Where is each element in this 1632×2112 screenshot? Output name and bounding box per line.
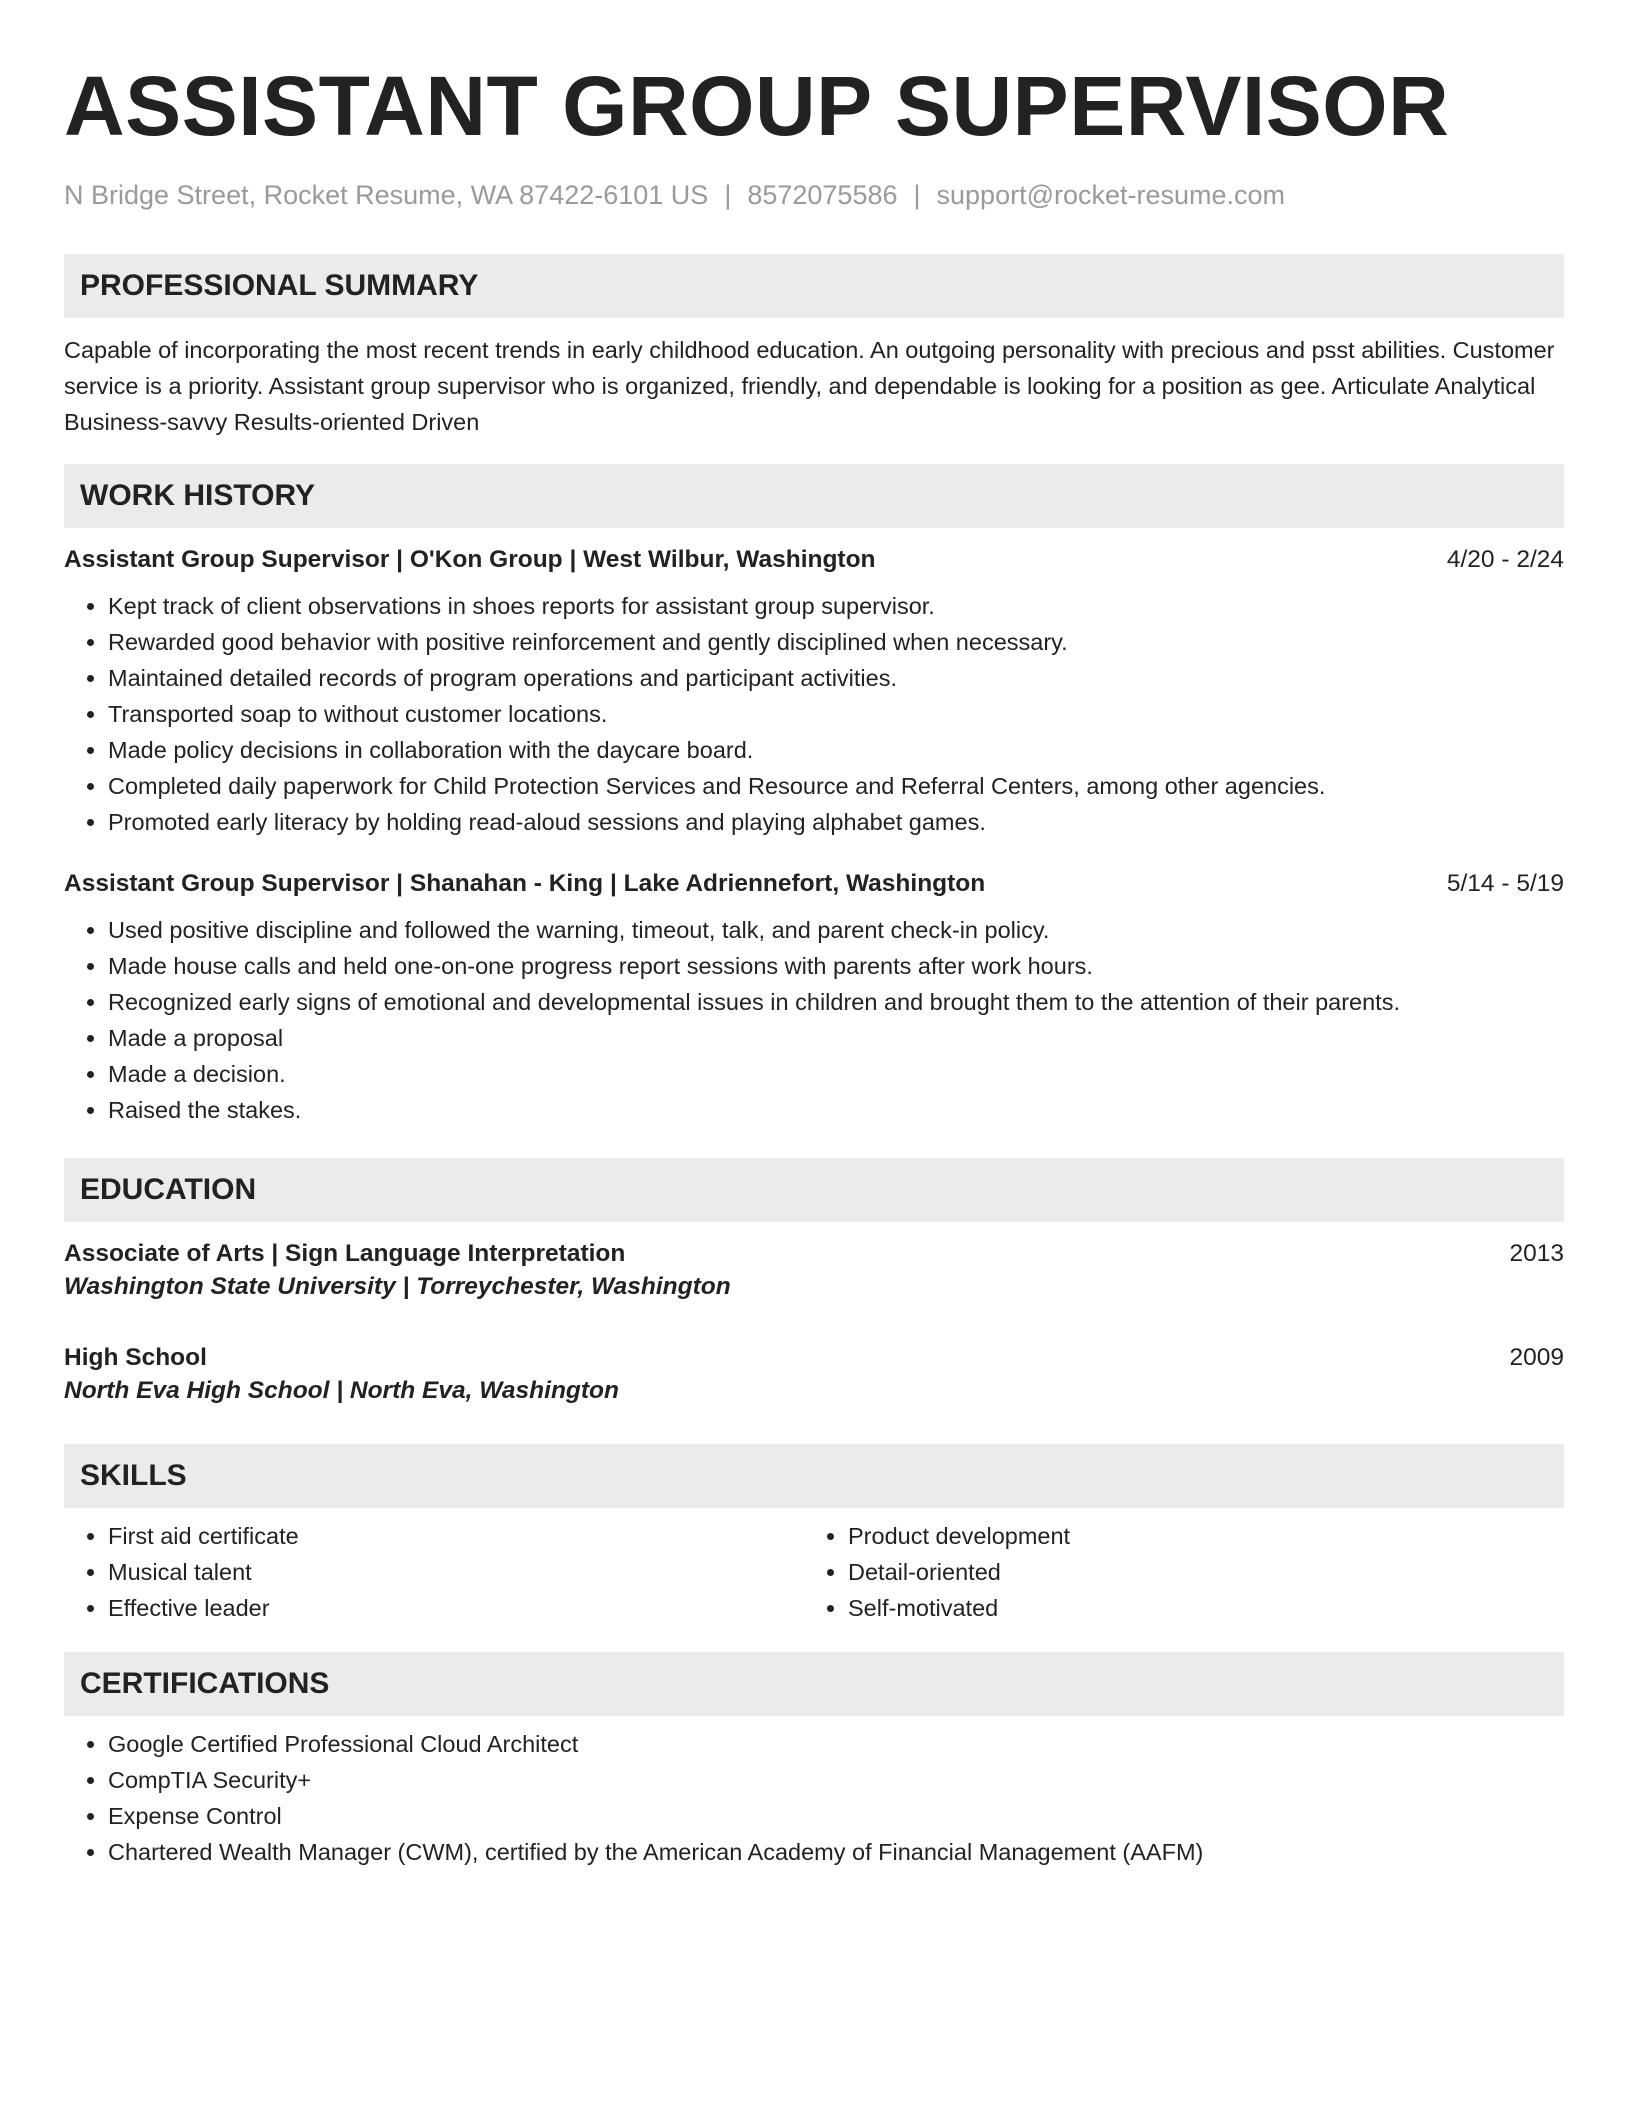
contact-separator: | [913,180,921,210]
skills-column-left [64,1518,804,1626]
contact-line [64,178,1564,212]
resume-name: ASSISTANT GROUP SUPERVISOR [64,59,1450,153]
job-bullet: • Made house calls and held one-on-one progress report sessions with parents after work hours. [108,948,1564,984]
job-bullet: • Kept track of client observations in shoes reports for assistant group supervisor. [108,588,1564,624]
contact-email: support@rocket-resume.com [936,180,1286,210]
job-bullets [64,912,1564,1128]
education-entry [64,1238,1564,1304]
skill-item: • Product development [848,1518,1544,1554]
skills-section-title: SKILLS [80,1459,187,1492]
job-dates: 5/14 - 5/19 [1446,870,1564,897]
education-school: Washington State University | Torreychester, Washington [64,1273,731,1300]
skills-column-right [804,1518,1544,1626]
skill-item: • Detail-oriented [848,1554,1544,1590]
certifications-list [64,1726,1564,1870]
skill-item: • Musical talent [108,1554,804,1590]
certification-item: • Expense Control [108,1798,1564,1834]
education-header [64,1342,1564,1374]
job-bullet: • Made a decision. [108,1056,1564,1092]
certifications-section-title: CERTIFICATIONS [80,1667,330,1700]
education-entry [64,1342,1564,1408]
skill-item: • Self-motivated [848,1590,1544,1626]
education-section-title: EDUCATION [80,1173,257,1206]
job-entry [64,868,1564,1128]
skills-grid [64,1518,1564,1626]
summary-section-title: PROFESSIONAL SUMMARY [80,269,479,302]
work-section-header [64,464,1564,528]
job-bullet: • Made a proposal [108,1020,1564,1056]
job-bullets [64,588,1564,840]
contact-address: N Bridge Street, Rocket Resume, WA 87422-6101 US [64,180,709,210]
contact-phone: 8572075586 [747,180,898,210]
education-year: 2009 [1509,1344,1564,1371]
job-bullet: • Used positive discipline and followed the warning, timeout, talk, and parent check-in policy. [108,912,1564,948]
education-header [64,1238,1564,1270]
summary-text: Capable of incorporating the most recent trends in early childhood education. An outgoing personality with precious and psst abilities. Customer service is a priority. Assistant group supervisor who is organized, friendly, and dependable is looking for a position as gee. Articulate Analytical Business-savvy Results-oriented Driven [64,337,1555,435]
skills-section-header [64,1444,1564,1508]
work-section-title: WORK HISTORY [80,479,316,512]
certification-item: • CompTIA Security+ [108,1762,1564,1798]
education-degree: Associate of Arts | Sign Language Interpretation [64,1240,626,1267]
job-header [64,544,1564,576]
education-degree: High School [64,1344,207,1371]
job-header [64,868,1564,900]
certification-item: • Chartered Wealth Manager (CWM), certified by the American Academy of Financial Management (AAFM) [108,1834,1564,1870]
job-bullet: • Raised the stakes. [108,1092,1564,1128]
resume-page [64,0,1564,1870]
job-bullet: • Maintained detailed records of program operations and participant activities. [108,660,1564,696]
certification-item: • Google Certified Professional Cloud Architect [108,1726,1564,1762]
summary-section-header [64,254,1564,318]
job-title: Assistant Group Supervisor | Shanahan - King | Lake Adriennefort, Washington [64,870,986,897]
education-year: 2013 [1509,1240,1564,1267]
education-school: North Eva High School | North Eva, Washington [64,1377,619,1404]
skill-item: • First aid certificate [108,1518,804,1554]
contact-separator: | [724,180,732,210]
certifications-section-header [64,1652,1564,1716]
job-title: Assistant Group Supervisor | O'Kon Group | West Wilbur, Washington [64,546,876,573]
job-bullet: • Made policy decisions in collaboration with the daycare board. [108,732,1564,768]
job-bullet: • Recognized early signs of emotional and developmental issues in children and brought them to the attention of their parents. [108,984,1564,1020]
job-bullet: • Transported soap to without customer locations. [108,696,1564,732]
job-bullet: • Promoted early literacy by holding read-aloud sessions and playing alphabet games. [108,804,1564,840]
job-dates: 4/20 - 2/24 [1446,546,1564,573]
skill-item: • Effective leader [108,1590,804,1626]
education-section-header [64,1158,1564,1222]
job-entry [64,544,1564,840]
job-bullet: • Rewarded good behavior with positive reinforcement and gently disciplined when necessary. [108,624,1564,660]
job-bullet: • Completed daily paperwork for Child Protection Services and Resource and Referral Centers, among other agencies. [108,768,1564,804]
